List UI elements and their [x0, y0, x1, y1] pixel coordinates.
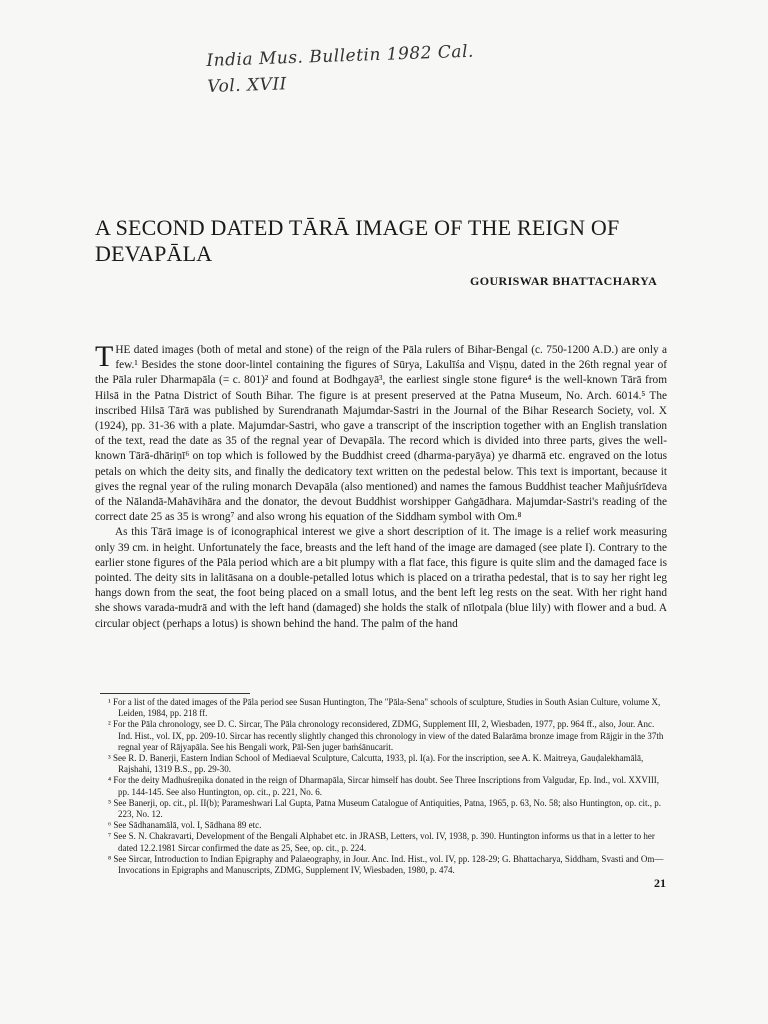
drop-cap: T	[95, 340, 114, 373]
handwritten-annotation	[206, 39, 475, 100]
handwritten-line-1: India Mus. Bulletin 1982 Cal.	[206, 41, 475, 71]
footnote-5: ⁵ See Banerji, op. cit., pl. II(b); Parameshwari Lal Gupta, Patna Museum Catalogue of Antiquities, Patna, 1965, p. 63, No. 58; also Huntington, op. cit., p. 223, No. 12.	[108, 797, 662, 820]
footnote-4: ⁴ For the deity Madhuśreṇika donated in the reign of Dharmapāla, Sircar himself has doubt. See Three Inscriptions from Valgudar, Ep. Ind., vol. XXVIII, pp. 144-145. See also Huntington, op. cit., p. 221, No. 6.	[108, 775, 660, 797]
article-body	[95, 340, 667, 632]
footnote-7: ⁷ See S. N. Chakravarti, Development of the Bengali Alphabet etc. in JRASB, Letters, vol. IV, 1938, p. 390. Huntington informs us that in a letter to her dated 12.2.1981 Sircar confirmed the date as 25, See, op. cit., p. 224.	[108, 831, 655, 853]
footnote-6: ⁶ See Sādhanamālā, vol. I, Sādhana 89 etc.	[108, 820, 262, 831]
footnote-8: ⁸ See Sircar, Introduction to Indian Epigraphy and Palaeography, in Jour. Anc. Ind. Hist., vol. IV, pp. 128-29; G. Bhattacharya, Siddham, Svasti and Om—Invocations in Epigraphs and Manuscripts, ZDMG, Supplement IV, Wiesbaden, 1980, p. 474.	[108, 853, 664, 876]
page-number: 21	[654, 876, 666, 890]
footnote-1: ¹ For a list of the dated images of the Pāla period see Susan Huntington, The "Pāla-Sena" schools of sculpture, Studies in South Asian Culture, volume X, Leiden, 1984, pp. 218 ff.	[108, 697, 661, 719]
article-author: GOURISWAR BHATTACHARYA	[470, 274, 658, 288]
footnote-divider	[100, 693, 250, 694]
footnote-3: ³ See R. D. Banerji, Eastern Indian School of Mediaeval Sculpture, Calcutta, 1933, pl. I(a). For the inscription, see A. K. Maitreya, Gauḍalekhamālā, Rajshahi, 1319 B.S., pp. 29-30.	[108, 753, 644, 775]
paragraph-1	[95, 340, 667, 525]
article-title: A SECOND DATED TĀRĀ IMAGE OF THE REIGN OF DEVAPĀLA	[95, 215, 620, 266]
handwritten-line-2: Vol. XVII	[207, 74, 288, 97]
paragraph-1-text: HE dated images (both of metal and stone) of the reign of the Pāla rulers of Bihar-Bengal (c. 750-1200 A.D.) are only a few.¹ Besides the stone door-lintel containing the figures of Sūrya, Lakulīśa and Viṣṇu, dated in the 26th regnal year of the Pāla ruler Dharmapāla (= c. 801)² and found at Bodhgayā³, the earliest single stone figure⁴ is the well-known Tārā from Hilsā in the Patna District of South Bihar. The figure is at present preserved at the Patna Museum, No. Arch. 6014.⁵ The inscribed Hilsā Tārā was published by Surendranath Majumdar-Sastri in the Journal of the Bihar Research Society, vol. X (1924), pp. 31-36 with a plate. Majumdar-Sastri, who gave a transcript of the inscription together with an English translation of the text, read the date as 35 of the regnal year of Devapāla. The record which is divided into three parts, gives the well-known Tārā-dhāriṇī⁶ on top which is followed by the Buddhist creed (dharma-paryāya) ye dharmā etc. engraved on the lotus petals on which the deity sits, and finally the dedicatory text written on the pedestal below. This text is important, because it gives the regnal year of the ruling monarch Devapāla (also mentioned) and names the famous Buddhist teacher Mañjuśrīdeva of the Nālandā-Mahāvihāra and the donator, the devout Buddhist worshipper Gaṅgādhara. Majumdar-Sastri's reading of the correct date 25 as 35 is wrong⁷ and also wrong his equation of the Siddham symbol with Om.⁸	[95, 344, 667, 524]
paragraph-2: As this Tārā image is of iconographical interest we give a short description of it. The image is a relief work measuring only 39 cm. in height. Unfortunately the face, breasts and the left hand of the image are damaged (see plate I). Contrary to the earlier stone figures of the Pāla period which are a bit plumpy with a flat face, this figure is quite slim and the damaged face is pointed. The deity sits in lalitāsana on a double-petalled lotus which is placed on a triratha pedestal, that is to say her right leg hangs down from the seat, the foot being placed on a small lotus, and the bent left leg rests on the seat. With her right hand she shows varada-mudrā and with the left hand (damaged) she holds the stalk of nīlotpala (blue lily) with flower and a bud. A circular object (perhaps a lotus) is shown behind the hand. The palm of the hand	[95, 526, 667, 630]
footnote-2: ² For the Pāla chronology, see D. C. Sircar, The Pāla chronology reconsidered, ZDMG, Supplement III, 2, Wiesbaden, 1977, pp. 964 ff., also, Jour. Anc. Ind. Hist., vol. IX, pp. 209-10. Sircar has recently slightly changed this chronology in view of the dated Balarāma bronze image from Rājgir in the 37th regnal year of Rājyapāla. See his Bengali work, Pāl-Sen juger baṁśānucarit.	[108, 719, 664, 752]
footnotes	[108, 697, 668, 876]
